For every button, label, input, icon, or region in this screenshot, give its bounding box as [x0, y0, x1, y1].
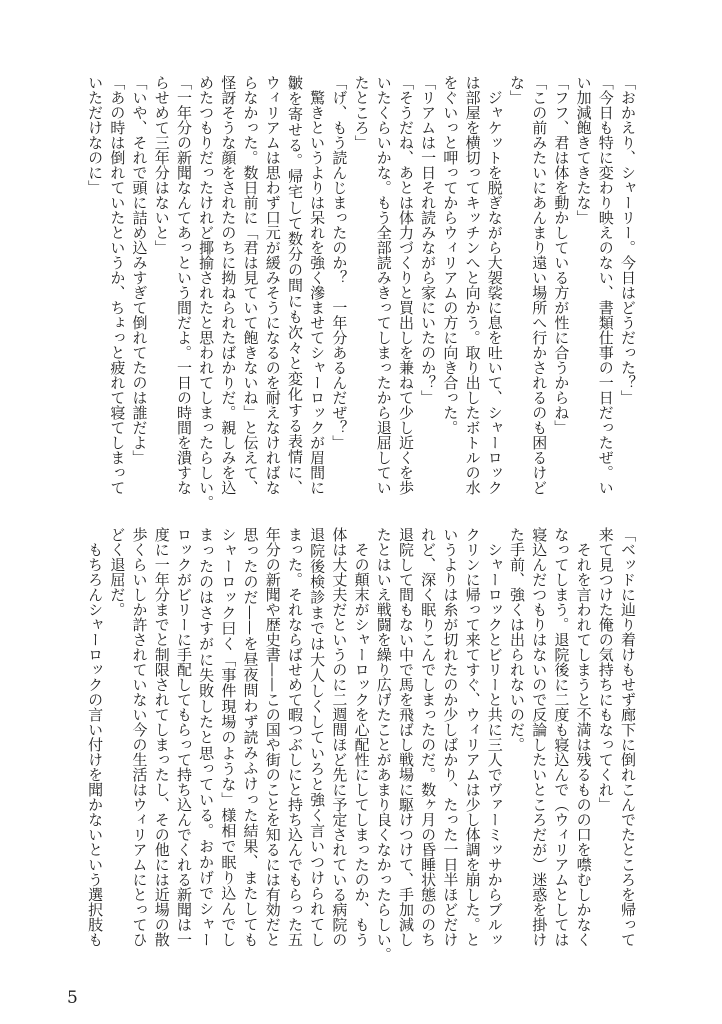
text-line: 退院後検診までは大人しくしていろと強く言いつけられてし — [308, 527, 327, 947]
text-line: いただけなのに」 — [86, 75, 105, 195]
text-line: 「げ、もう読んじまったのか？ 一年分あるんだぜ？」 — [330, 75, 349, 450]
text-line: たところ」 — [352, 75, 371, 150]
text-line: その顛末がシャーロックを心配性にしてしまったのか、もう — [352, 527, 371, 947]
text-line: シャーロック曰く「事件現場のような」様相で眠り込んでし — [219, 527, 238, 947]
text-line: まった。それならばせめて暇つぶしにと持ち込んでもらった五 — [285, 527, 304, 947]
text-line: 寝込んだつもりはないので反論したいところだが）迷惑を掛け — [530, 527, 549, 947]
text-line: 「あの時は倒れていたというか、ちょっと疲れて寝てしまって — [108, 75, 127, 495]
text-line: いたくらいかな。もう全部読みきってしまったから退屈してい — [374, 75, 393, 495]
text-line: それを言われてしまうと不満は残るものの口を噤むしかなく — [574, 527, 593, 947]
text-line: をぐいっと呷ってからウィリアムの方に向き合った。 — [441, 75, 460, 435]
text-line: 歩くらいしか許されていない今の生活はウィリアムにとってひ — [130, 527, 149, 947]
text-line: めたつもりだったけれど揶揄されたと思われてしまったらしい。 — [197, 75, 216, 510]
text-line: れど、深く眠りこんでしまったのだ。数ヶ月の昏睡状態ののち — [419, 527, 438, 947]
text-line: な」 — [507, 75, 526, 105]
text-line: 怪訝そうな顔をされたのちに拗ねられたばかりだ。親しみを込 — [219, 75, 238, 495]
text-line: 「そうだね、あとは体力づくりと買出しを兼ねて少し近くを歩 — [396, 75, 415, 495]
text-line: 「一年分の新聞なんてあっという間だよ。一日の時間を潰すな — [174, 75, 193, 495]
text-line: 皺を寄せる。帰宅して数分の間にも次々と変化する表情に、 — [285, 75, 304, 495]
text-line: 「ベッドに辿り着けもせず廊下に倒れこんでたところを帰って — [619, 527, 637, 947]
text-line: らせめて三年分はないと」 — [152, 75, 171, 255]
text-line: どく退屈だ。 — [108, 527, 127, 617]
text-line: た手前、強くは出られないのだ。 — [507, 527, 526, 752]
text-line: らなかった。数日前に「君は見ていて飽きないね」と伝えて、 — [241, 75, 260, 495]
text-line: 「フフ、君は体を動かしている方が性に合うからね」 — [552, 75, 571, 435]
text-line: ロックがビリーに手配してもらって持ち込んでくれる新聞は一 — [174, 527, 193, 947]
text-line: 「いや、それで頭に詰め込みすぎて倒れてたのは誰だよ」 — [130, 75, 149, 465]
text-line: 年分の新聞や歴史書——この国や街のことを知るには有効だと — [263, 527, 282, 947]
text-line: 驚きというよりは呆れを強く滲ませてシャーロックが眉間に — [308, 75, 327, 495]
text-line: 度に一年分までと制限されてしまったし、その他には近場の散 — [152, 527, 171, 947]
text-line: ウィリアムは思わず口元が緩みそうになるのを耐えなければな — [263, 75, 282, 495]
text-line: 体は大丈夫だというのに二週間ほど先に予定されている病院の — [330, 527, 349, 947]
text-line: シャーロックとビリーと共に三人でヴァーミッサからブルッ — [485, 527, 504, 947]
text-line: 「リアムは一日それ読みながら家にいたのか？」 — [419, 75, 438, 405]
text-line: いうよりは糸が切れたのか少しばかり、たった一日半ほどだけ — [441, 527, 460, 947]
page-number: 5 — [67, 988, 78, 1008]
text-line: 「この前みたいにあんまり遠い場所へ行かされるのも困るけど — [530, 75, 549, 495]
text-line: 「今日も特に変わり映えのない、書類仕事の一日だったぜ。い — [596, 75, 615, 495]
upper-text-block — [84, 75, 639, 510]
lower-text-block — [84, 527, 639, 962]
text-line: は部屋を横切ってキッチンへと向かう。取り出したボトルの水 — [463, 75, 482, 495]
text-line: 退院して間もない中で馬を飛ばし戦場に駆けつけて、手加減し — [396, 527, 415, 947]
text-line: い加減飽きてきたな」 — [574, 75, 593, 225]
text-line: まったのはさすがに失敗したと思っている。おかげでシャー — [197, 527, 216, 947]
text-line: クリンに帰って来てすぐ、ウィリアムは少し体調を崩した。と — [463, 527, 482, 947]
text-line: なってしまう。退院後に二度も寝込んで（ウィリアムとしては — [552, 527, 571, 947]
text-line: もちろんシャーロックの言い付けを聞かないという選択肢も — [86, 527, 105, 947]
text-line: ジャケットを脱ぎながら大袈裟に息を吐いて、シャーロック — [485, 75, 504, 495]
text-line: 思ったのだ——を昼夜問わず読みふけった結果、またしても — [241, 527, 260, 947]
text-line: 「おかえり、シャーリー。今日はどうだった？」 — [619, 75, 637, 405]
text-line: たとはいえ戦闘を繰り広げたことがあまり良くなかったらしい。 — [374, 527, 393, 962]
text-line: 来て見つけた俺の気持ちにもなってくれ」 — [596, 527, 615, 812]
